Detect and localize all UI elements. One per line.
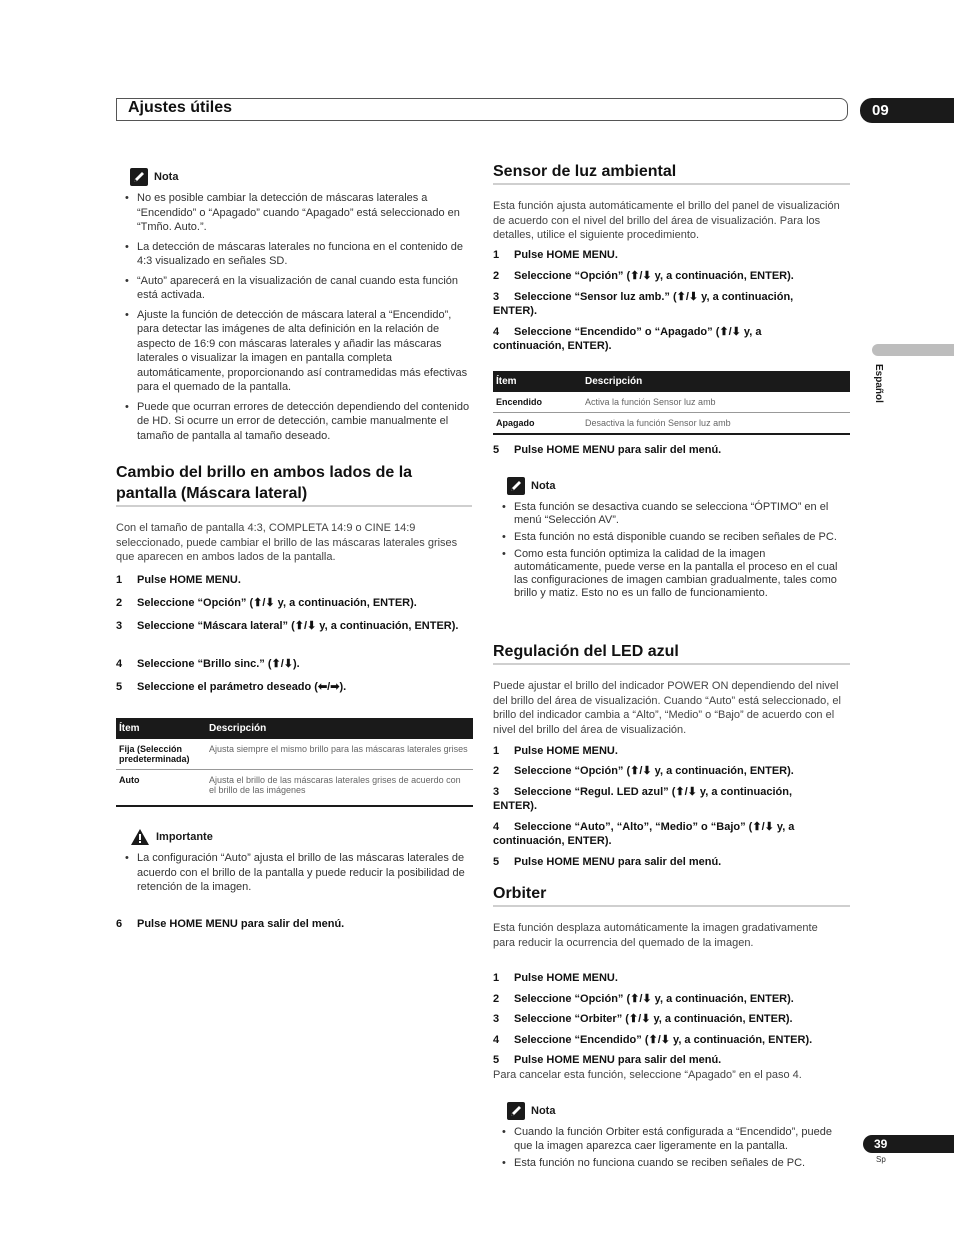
left-note-list — [116, 191, 472, 448]
page-title: Ajustes útiles — [128, 99, 233, 116]
section-intro: Puede ajustar el brillo del indicador POWER ON dependiendo del nivel del brillo del área de visualización. Cuando “Auto” está seleccionado, el brillo del indicador cambia a “Alto”, “Medio” o “Bajo” de acuerdo con el nivel del brillo del área de visualización. — [493, 680, 841, 736]
list-item: • Cuando la función Orbiter está configurada a “Encendido”, puede que la imagen aparezca caer ligeramente en la pantalla. — [493, 1126, 853, 1153]
list-item: • Esta función se desactiva cuando se selecciona “ÓPTIMO” en el menú “Selección AV”. — [493, 501, 853, 527]
important-heading — [130, 828, 213, 846]
table-header-cell: Descripción — [206, 718, 473, 739]
warning-icon — [130, 828, 150, 846]
chapter-badge: 09 — [860, 98, 954, 123]
step-item: 1 Pulse HOME MENU. — [493, 972, 618, 984]
section-rule — [116, 505, 472, 507]
table-header-cell: Ítem — [116, 718, 206, 739]
section-rule — [493, 905, 850, 907]
table-cell-desc: Ajusta el brillo de las máscaras laterales grises de acuerdo con el brillo de las imágenes — [206, 770, 473, 807]
section-title-sensor: Sensor de luz ambiental — [493, 163, 677, 180]
table-header-cell: Descripción — [582, 371, 850, 392]
list-item: • La detección de máscaras laterales no funciona en el contenido de 4:3 visualizado en señales SD. — [116, 240, 472, 269]
list-item: • Puede que ocurran errores de detección dependiendo del contenido de HD. Si ocurre un error de detección, cambie manualmente el tamaño de pantalla al tamaño deseado. — [116, 400, 472, 444]
note-pencil-icon — [507, 477, 525, 495]
step-item: 4 Seleccione “Auto”, “Alto”, “Medio” o “Bajo” (⬆/⬇ y, a continuación, ENTER). — [493, 821, 795, 847]
note-label: Nota — [154, 171, 179, 183]
mascara-table — [116, 718, 473, 807]
table-cell-desc: Desactiva la función Sensor luz amb — [582, 413, 850, 435]
table-header-cell: Ítem — [493, 371, 582, 392]
left-note — [130, 168, 472, 186]
section-rule — [493, 183, 850, 185]
step-item: 1 Pulse HOME MENU. — [493, 745, 618, 757]
note-pencil-icon — [507, 1102, 525, 1120]
table-cell-item: Apagado — [493, 413, 582, 435]
table-header-row — [493, 371, 850, 392]
list-item: • Esta función no funciona cuando se reciben señales de PC. — [493, 1157, 853, 1171]
list-item: • Como esta función optimiza la calidad de la imagen automáticamente, puede verse en la pantalla el proceso en el cual las configuraciones de imagen cambian gradualmente, tales como brillo y matiz. Esto no es un fallo de funcionamiento. — [493, 548, 853, 600]
step-item: 2 Seleccione “Opción” (⬆/⬇ y, a continuación, ENTER). — [493, 765, 794, 777]
page-number: 39 — [863, 1135, 954, 1153]
step-item: 1 Pulse HOME MENU. — [116, 574, 241, 586]
language-tab — [872, 344, 954, 356]
note-pencil-icon — [130, 168, 148, 186]
step-item: 5 Pulse HOME MENU para salir del menú. — [493, 856, 722, 868]
section-title-line: pantalla (Máscara lateral) — [116, 485, 308, 502]
note-label: Nota — [531, 480, 556, 492]
step-item: 2 Seleccione “Opción” (⬆/⬇ y, a continuación, ENTER). — [116, 597, 417, 609]
step-item: 4 Seleccione “Brillo sinc.” (⬆/⬇). — [116, 658, 300, 670]
step-item: 3 Seleccione “Sensor luz amb.” (⬆/⬇ y, a continuación, ENTER). — [493, 291, 794, 317]
section-title-mascara — [116, 462, 476, 504]
table-cell-desc: Ajusta siempre el mismo brillo para las máscaras laterales grises — [206, 739, 473, 770]
table-cell-item: Encendido — [493, 392, 582, 413]
list-item: • La configuración “Auto” ajusta el brillo de las máscaras laterales de acuerdo con el brillo de la pantalla y puede reducir la posibilidad de retención de la imagen. — [116, 851, 474, 895]
important-list — [116, 851, 474, 900]
orbiter-note-heading — [507, 1102, 555, 1120]
step-item: 3 Seleccione “Orbiter” (⬆/⬇ y, a continuación, ENTER). — [493, 1013, 793, 1025]
list-item: • “Auto” aparecerá en la visualización de canal cuando esta función está activada. — [116, 274, 472, 303]
sensor-note-heading — [507, 477, 555, 495]
list-item: • Esta función no está disponible cuando se reciben señales de PC. — [493, 531, 853, 544]
orbiter-note-list — [493, 1126, 853, 1175]
list-item: • Ajuste la función de detección de máscara lateral a “Encendido”, para detectar las imágenes de alta definición en la relación de aspecto de 16:9 con máscaras laterales y añadir las máscaras laterales o visualizar la imagen en pantalla completa automáticamente, proporcionando así contramedidas más efectivas para el quemado de la pantalla. — [116, 308, 472, 395]
important-label: Importante — [156, 831, 213, 843]
section-intro: Esta función ajusta automáticamente el brillo del panel de visualización de acuerdo con el nivel del brillo del área de visualización. Para los detalles, utilice el siguiente procedimiento. — [493, 200, 840, 241]
table-cell-desc: Activa la función Sensor luz amb — [582, 392, 850, 413]
step-item: 3 Seleccione “Regul. LED azul” (⬆/⬇ y, a continuación, ENTER). — [493, 786, 793, 812]
step-item: 4 Seleccione “Encendido” o “Apagado” (⬆/⬇ y, a continuación, ENTER). — [493, 326, 762, 352]
list-item: • No es posible cambiar la detección de máscaras laterales a “Encendido” o “Apagado” cuando “Apagado” está seleccionado en “Tmño. Auto.”. — [116, 191, 472, 235]
table-row — [493, 413, 850, 435]
section-title-line: Cambio del brillo en ambos lados de la — [116, 464, 413, 481]
section-rule — [493, 663, 850, 665]
step-item: 4 Seleccione “Encendido” (⬆/⬇ y, a continuación, ENTER). — [493, 1034, 813, 1046]
table-cell-item: Fija (Selección predeterminada) — [116, 739, 206, 770]
step-item: 2 Seleccione “Opción” (⬆/⬇ y, a continuación, ENTER). — [493, 270, 794, 282]
step-item: 5 Pulse HOME MENU para salir del menú. — [493, 444, 722, 456]
step-item: 5 Seleccione el parámetro deseado (⬅/➡). — [116, 681, 347, 693]
table-row — [493, 392, 850, 413]
note-heading — [130, 168, 472, 186]
cancel-text: Para cancelar esta función, seleccione “Apagado” en el paso 4. — [493, 1069, 802, 1081]
note-label: Nota — [531, 1105, 556, 1117]
step-item: 5 Pulse HOME MENU para salir del menú. — [493, 1054, 722, 1066]
table-header-row — [116, 718, 473, 739]
page-lang-code: Sp — [876, 1155, 886, 1164]
step-item: 3 Seleccione “Máscara lateral” (⬆/⬇ y, a continuación, ENTER). — [116, 620, 459, 632]
table-row — [116, 739, 473, 770]
section-intro: Con el tamaño de pantalla 4:3, COMPLETA 14:9 o CINE 14:9 seleccionado, puede cambiar el brillo de las máscaras laterales grises que aparecen en ambos lados de la pantalla. — [116, 522, 458, 563]
section-title-led: Regulación del LED azul — [493, 643, 679, 660]
table-cell-item: Auto — [116, 770, 206, 807]
sensor-note-list — [493, 501, 853, 604]
table-row — [116, 770, 473, 807]
section-title-orbiter: Orbiter — [493, 885, 547, 902]
step-item: 2 Seleccione “Opción” (⬆/⬇ y, a continuación, ENTER). — [493, 993, 794, 1005]
step-item: 1 Pulse HOME MENU. — [493, 249, 618, 261]
section-intro: Esta función desplaza automáticamente la imagen gradativamente para reducir la ocurrencia del quemado de la imagen. — [493, 922, 818, 949]
language-label: Español — [873, 364, 884, 403]
sensor-table — [493, 371, 850, 435]
step-item: 6 Pulse HOME MENU para salir del menú. — [116, 918, 345, 930]
